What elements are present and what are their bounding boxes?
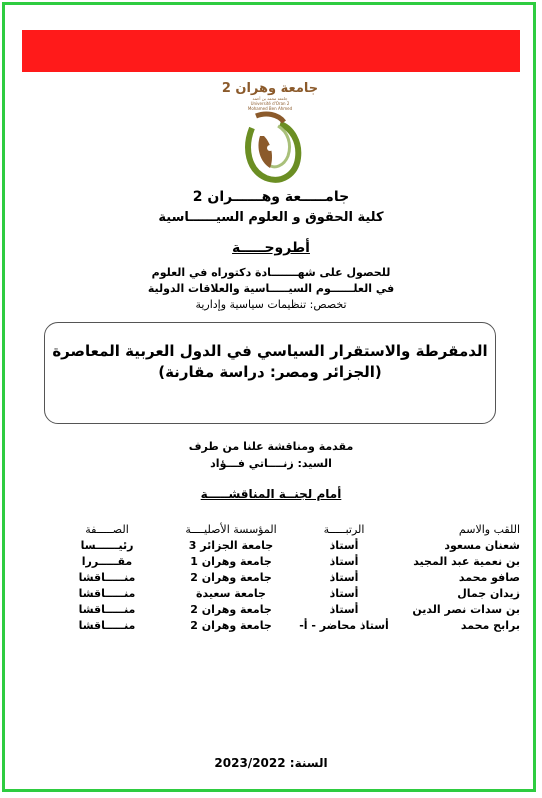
member-rank: أستاذ xyxy=(329,554,359,568)
member-name: زيدان جمال xyxy=(457,586,520,600)
column-header-institution: المؤسسة الأصليــــة xyxy=(185,522,277,536)
degree-purpose-line2: في العلــــــوم السيـــــاسية والعلاقات الدولية xyxy=(147,282,395,295)
table-row xyxy=(48,537,520,553)
member-role: منـــــاقشا xyxy=(78,570,136,584)
university-logo xyxy=(221,78,319,186)
svg-text:جامعة وهران 2: جامعة وهران 2 xyxy=(221,81,319,96)
table-row xyxy=(48,569,520,585)
table-row xyxy=(48,617,520,633)
member-role: منـــــاقشا xyxy=(78,618,136,632)
thesis-title-box xyxy=(44,322,496,424)
year-value: 2023/2022 xyxy=(214,756,286,770)
svg-text:جامعة محمد بن أحمد: جامعة محمد بن أحمد xyxy=(252,96,288,101)
column-header-name: اللقب والاسم xyxy=(458,522,520,536)
committee-table xyxy=(48,521,520,633)
committee-heading: أمام لجنــة المناقشـــــة xyxy=(200,487,342,501)
member-role: رئيــــــسا xyxy=(80,538,134,552)
member-institution: جامعة الجزائر 3 xyxy=(188,538,274,552)
member-name: بن نعمية عبد المجيد xyxy=(413,554,520,568)
university-name: جامـــــعة وهــــــران 2 xyxy=(192,189,350,205)
member-role: منـــــاقشا xyxy=(78,586,136,600)
member-role: منـــــاقشا xyxy=(78,602,136,616)
member-institution: جامعة وهران 1 xyxy=(190,554,272,568)
member-institution: جامعة وهران 2 xyxy=(190,570,272,584)
author-name: السيد: زنــــاتي فـــؤاد xyxy=(210,457,332,470)
specialty: تخصص: تنظيمات سياسية وإدارية xyxy=(195,298,347,311)
thesis-title-line1: الدمقرطة والاستقرار السياسي في الدول العربية المعاصرة xyxy=(52,342,488,360)
member-rank: أستاذ xyxy=(329,570,359,584)
member-role: مقـــــررا xyxy=(81,554,133,568)
member-name: شعنان مسعود xyxy=(444,538,520,552)
member-institution: جامعة سعيدة xyxy=(196,586,266,600)
member-rank: أستاذ محاضر - أ- xyxy=(299,618,389,632)
member-rank: أستاذ xyxy=(329,538,359,552)
member-name: صافو محمد xyxy=(458,570,520,584)
thesis-label: أطروحـــــة xyxy=(232,240,310,256)
thesis-title-line2: (الجزائر ومصر: دراسة مقارنة) xyxy=(158,363,382,381)
header-banner xyxy=(22,30,520,72)
faculty-name: كلية الحقوق و العلوم السيــــــاسية xyxy=(158,210,384,225)
year-label: السنة: xyxy=(289,756,328,770)
svg-text:Université d'Oran 2: Université d'Oran 2 xyxy=(250,101,290,106)
presented-by: مقدمة ومناقشة علنا من طرف xyxy=(188,440,354,453)
academic-year xyxy=(0,756,542,770)
member-rank: أستاذ xyxy=(329,602,359,616)
member-name: بن سدات نصر الدين xyxy=(412,602,520,616)
member-institution: جامعة وهران 2 xyxy=(190,618,272,632)
table-row xyxy=(48,585,520,601)
table-row xyxy=(48,601,520,617)
table-header-row xyxy=(48,521,520,537)
column-header-rank: الرتبـــــة xyxy=(323,522,365,536)
member-institution: جامعة وهران 2 xyxy=(190,602,272,616)
column-header-role: الصـــــفة xyxy=(85,522,129,536)
svg-text:Mohamed Ben Ahmed: Mohamed Ben Ahmed xyxy=(247,106,293,111)
degree-purpose-line1: للحصول على شهـــــــادة دكتوراه في العلوم xyxy=(151,266,391,279)
member-rank: أستاذ xyxy=(329,586,359,600)
member-name: برابح محمد xyxy=(460,618,520,632)
table-row xyxy=(48,553,520,569)
